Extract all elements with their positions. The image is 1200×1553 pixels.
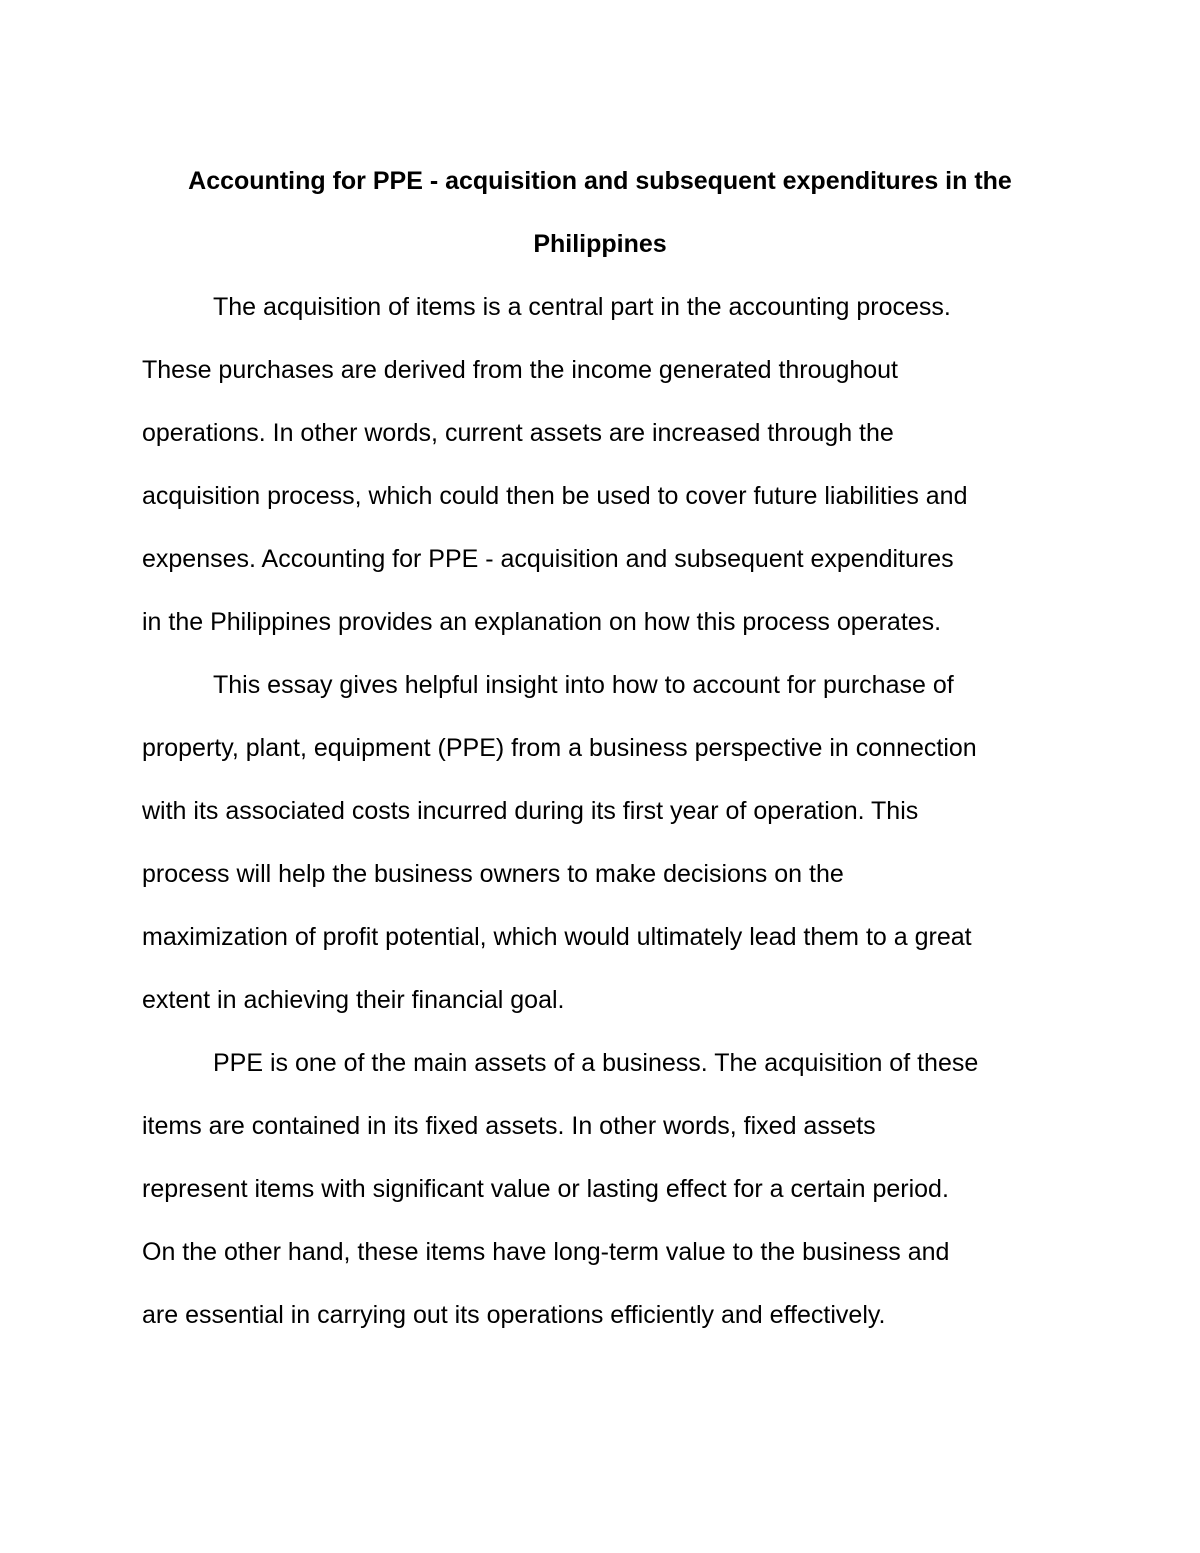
paragraph-3	[142, 1032, 1058, 1347]
document-title	[142, 150, 1058, 276]
title-line-2: Philippines	[533, 230, 667, 258]
paragraph-1-line-4: acquisition process, which could then be used to cover future liabilities and	[142, 482, 968, 510]
paragraph-2-line-5: maximization of profit potential, which would ultimately lead them to a great	[142, 923, 972, 951]
paragraph-1-line-5: expenses. Accounting for PPE - acquisition and subsequent expenditures	[142, 545, 954, 573]
paragraph-2	[142, 654, 1058, 1032]
paragraph-1-line-2: These purchases are derived from the income generated throughout	[142, 356, 899, 384]
paragraph-3-line-1: PPE is one of the main assets of a business. The acquisition of these	[213, 1049, 979, 1077]
paragraph-2-line-6: extent in achieving their financial goal.	[142, 986, 565, 1014]
paragraph-2-line-4: process will help the business owners to make decisions on the	[142, 860, 844, 888]
title-line-1: Accounting for PPE - acquisition and subsequent expenditures in the	[188, 167, 1012, 195]
paragraph-3-line-2: items are contained in its fixed assets. In other words, fixed assets	[142, 1112, 876, 1140]
paragraph-1	[142, 276, 1058, 654]
paragraph-2-line-1: This essay gives helpful insight into how to account for purchase of	[213, 671, 954, 699]
paragraph-3-line-5: are essential in carrying out its operations efficiently and effectively.	[142, 1301, 886, 1329]
paragraph-1-line-1: The acquisition of items is a central part in the accounting process.	[213, 293, 951, 321]
paragraph-3-line-4: On the other hand, these items have long-term value to the business and	[142, 1238, 950, 1266]
paragraph-3-line-3: represent items with significant value or lasting effect for a certain period.	[142, 1175, 949, 1203]
paragraph-1-line-3: operations. In other words, current assets are increased through the	[142, 419, 894, 447]
paragraph-2-line-2: property, plant, equipment (PPE) from a business perspective in connection	[142, 734, 977, 762]
paragraph-1-line-6: in the Philippines provides an explanation on how this process operates.	[142, 608, 942, 636]
paragraph-2-line-3: with its associated costs incurred during its first year of operation. This	[142, 797, 919, 825]
